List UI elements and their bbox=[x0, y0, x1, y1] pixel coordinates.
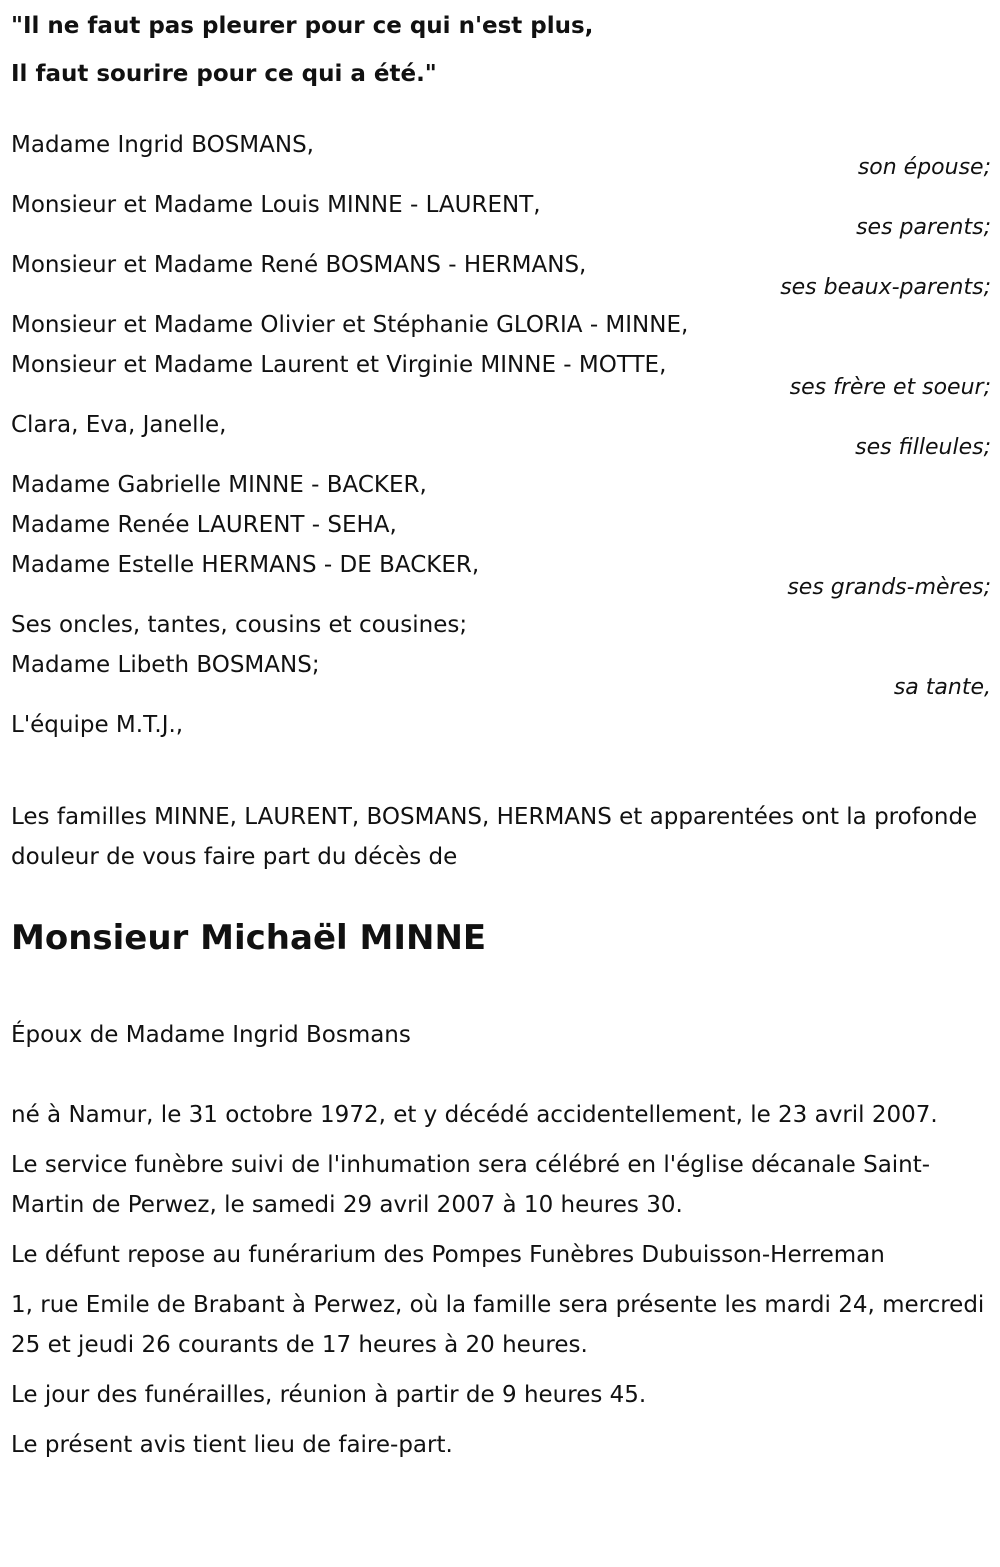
family-relation: ses filleules; bbox=[855, 435, 991, 460]
family-name: Madame Estelle HERMANS - DE BACKER, bbox=[11, 552, 480, 578]
detail-paragraph: Le défunt repose au funérarium des Pompes Funèbres Dubuisson-Herreman bbox=[11, 1242, 885, 1268]
family-name: Monsieur et Madame Laurent et Virginie MINNE - MOTTE, bbox=[11, 352, 667, 378]
family-name: Monsieur et Madame Olivier et Stéphanie GLORIA - MINNE, bbox=[11, 312, 689, 338]
detail-paragraph: Le service funèbre suivi de l'inhumation sera célébré en l'église décanale Saint-Martin de Perwez, le samedi 29 avril 2007 à 10 heures 30. bbox=[11, 1152, 931, 1218]
family-name: L'équipe M.T.J., bbox=[11, 712, 184, 738]
family-name: Madame Gabrielle MINNE - BACKER, bbox=[11, 472, 427, 498]
announcement-text: Les familles MINNE, LAURENT, BOSMANS, HERMANS et apparentées ont la profonde douleur de vous faire part du décès de bbox=[11, 804, 978, 870]
obituary-content bbox=[11, 0, 991, 1475]
family-relation: ses beaux-parents; bbox=[780, 275, 991, 300]
family-name: Monsieur et Madame René BOSMANS - HERMANS, bbox=[11, 252, 587, 278]
detail-paragraph: Le jour des funérailles, réunion à partir de 9 heures 45. bbox=[11, 1382, 647, 1408]
funeral-details bbox=[11, 1095, 991, 1465]
detail-paragraph: Le présent avis tient lieu de faire-part. bbox=[11, 1432, 453, 1458]
family-relation: ses parents; bbox=[856, 215, 991, 240]
epigraph-quote bbox=[11, 2, 991, 98]
family-relation: sa tante, bbox=[893, 675, 991, 700]
family-name: Monsieur et Madame Louis MINNE - LAURENT, bbox=[11, 192, 541, 218]
family-name: Madame Libeth BOSMANS; bbox=[11, 652, 320, 678]
family-name: Madame Renée LAURENT - SEHA, bbox=[11, 512, 397, 538]
family-relation: son épouse; bbox=[857, 155, 991, 180]
family-group bbox=[11, 245, 991, 298]
family-name: Madame Ingrid BOSMANS, bbox=[11, 132, 314, 158]
family-name: Clara, Eva, Janelle, bbox=[11, 412, 227, 438]
family-relation: ses frère et soeur; bbox=[789, 375, 991, 400]
family-group bbox=[11, 305, 991, 398]
detail-paragraph: 1, rue Emile de Brabant à Perwez, où la famille sera présente les mardi 24, mercredi 25 et jeudi 26 courants de 17 heures à 20 heures. bbox=[11, 1292, 985, 1358]
spouse-line: Époux de Madame Ingrid Bosmans bbox=[11, 1022, 411, 1048]
deceased-name: Monsieur Michaël MINNE bbox=[11, 918, 487, 958]
detail-paragraph: né à Namur, le 31 octobre 1972, et y décédé accidentellement, le 23 avril 2007. bbox=[11, 1102, 938, 1128]
family-group bbox=[11, 465, 991, 598]
family-group bbox=[11, 605, 991, 698]
family-name: Ses oncles, tantes, cousins et cousines; bbox=[11, 612, 468, 638]
family-group bbox=[11, 125, 991, 178]
quote-line: "Il ne faut pas pleurer pour ce qui n'est plus, bbox=[11, 13, 594, 39]
family-group bbox=[11, 185, 991, 238]
quote-line: Il faut sourire pour ce qui a été." bbox=[11, 61, 437, 87]
family-list bbox=[11, 125, 991, 745]
family-relation: ses grands-mères; bbox=[787, 575, 991, 600]
family-group bbox=[11, 405, 991, 458]
family-group bbox=[11, 705, 991, 745]
